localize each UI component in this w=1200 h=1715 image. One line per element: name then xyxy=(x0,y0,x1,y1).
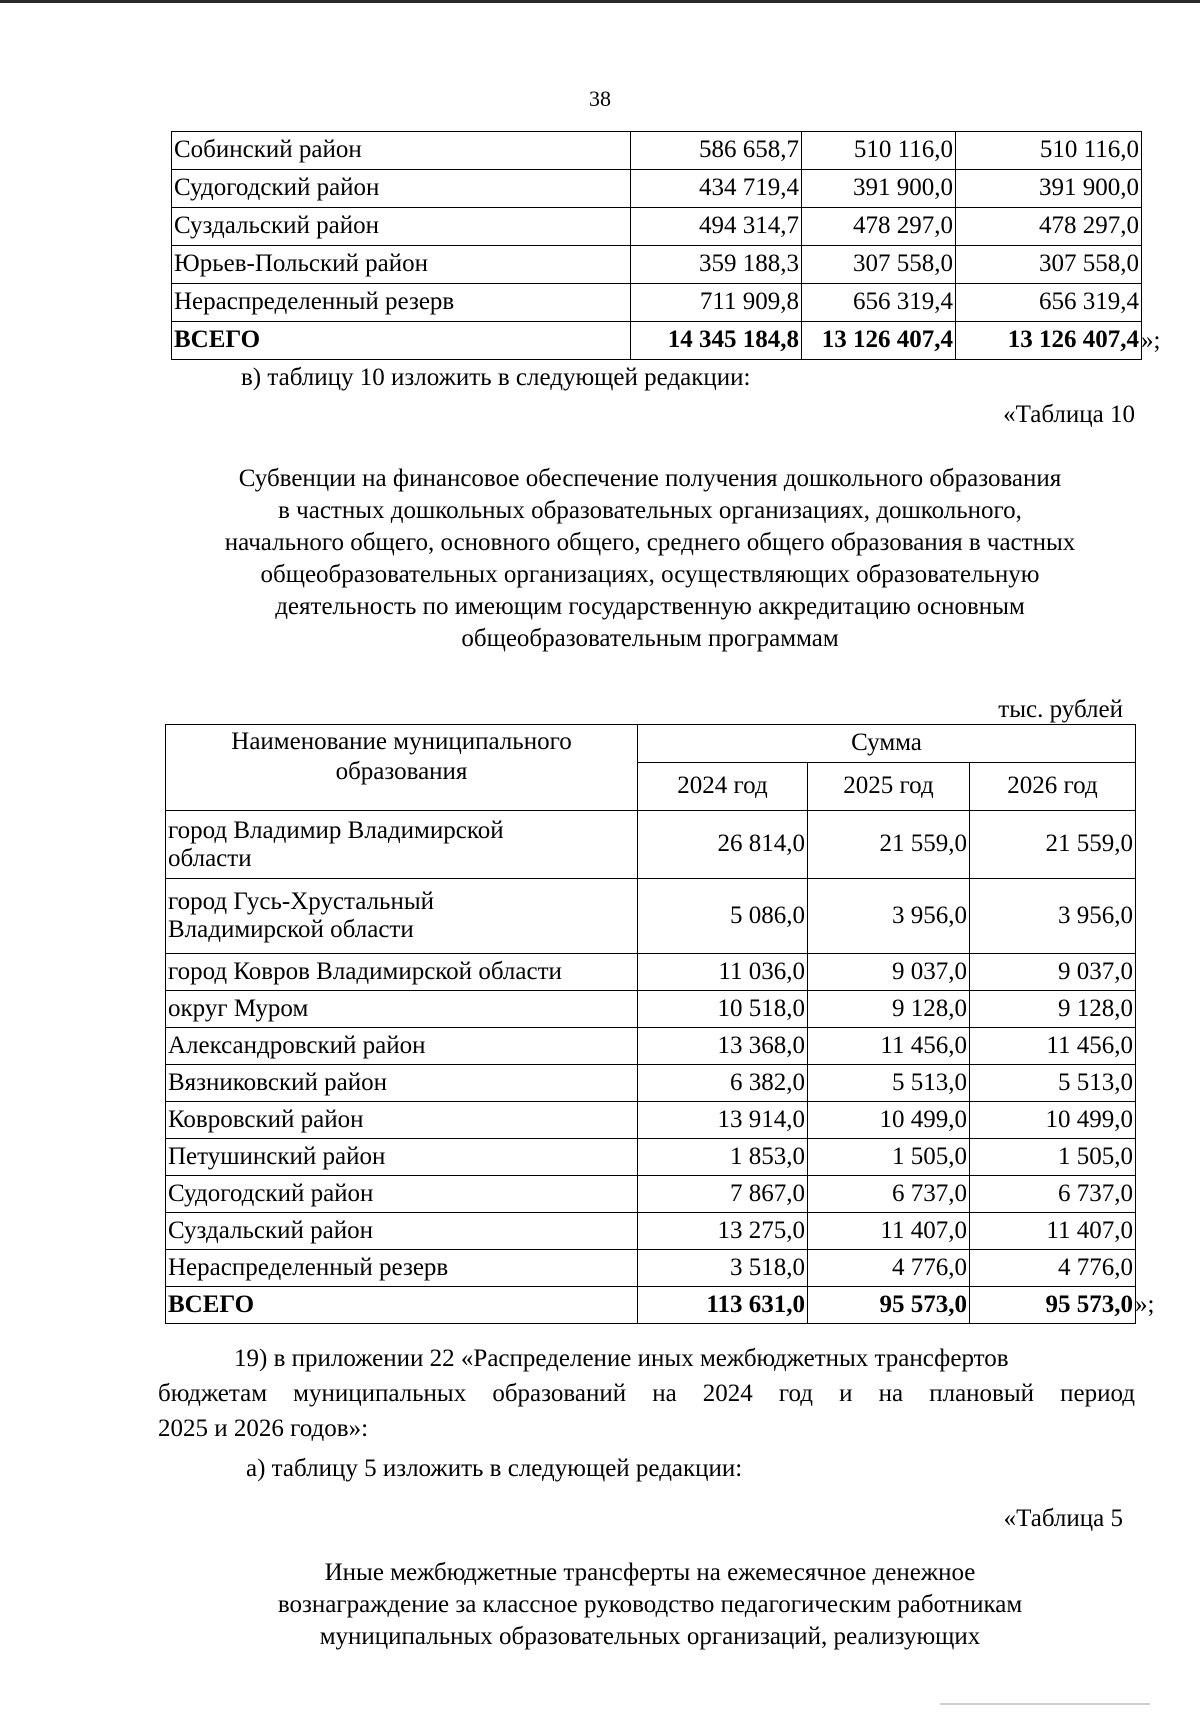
value-2024: 13 914,0 xyxy=(638,1102,808,1139)
table-row xyxy=(172,208,1142,246)
table-10-label: «Таблица 10 xyxy=(1003,401,1135,428)
municipality-name: Ковровский район xyxy=(166,1102,638,1139)
value-2026: 10 499,0 xyxy=(970,1102,1136,1139)
table-row xyxy=(166,991,1136,1028)
value-2026: 1 505,0 xyxy=(970,1139,1136,1176)
value-2026: 6 737,0 xyxy=(970,1176,1136,1213)
district-name: Судогодский район xyxy=(172,170,631,208)
value-2024: 3 518,0 xyxy=(638,1250,808,1287)
top-edge-line xyxy=(0,0,1200,3)
table-5-title-line: Иные межбюджетные трансферты на ежемесячное денежное xyxy=(324,1559,976,1586)
name-line: области xyxy=(168,844,252,872)
instruction-b: в) таблицу 10 изложить в следующей редакции: xyxy=(241,364,751,391)
table-row xyxy=(166,1139,1136,1176)
value-2024: 6 382,0 xyxy=(638,1065,808,1102)
name-line: город Гусь-Хрустальный xyxy=(168,888,435,915)
value-2026: 11 456,0 xyxy=(970,1028,1136,1065)
total-2026-cell xyxy=(970,1287,1155,1324)
table-row xyxy=(172,170,1142,208)
closing-quote: »; xyxy=(1135,1290,1155,1318)
value-2024: 10 518,0 xyxy=(638,991,808,1028)
item-19-line: 19) в приложении 22 «Распределение иных межбюджетных трансфертов xyxy=(234,1345,1009,1372)
municipality-name: Александровский район xyxy=(166,1028,638,1065)
value-2026: 4 776,0 xyxy=(970,1250,1136,1287)
value-2024: 586 658,7 xyxy=(631,132,802,170)
name-line: Владимирской области xyxy=(168,916,414,943)
header-year-2025: 2025 год xyxy=(808,763,970,811)
table-row xyxy=(166,1250,1136,1287)
value-2026: 656 319,4 xyxy=(956,284,1142,322)
municipality-name: Петушинский район xyxy=(166,1139,638,1176)
district-name: Юрьев-Польский район xyxy=(172,246,631,284)
municipality-name: Нераспределенный резерв xyxy=(166,1250,638,1287)
total-2026: 13 126 407,4 xyxy=(1007,326,1139,354)
value-2025: 21 559,0 xyxy=(808,811,970,879)
district-name: Суздальский район xyxy=(172,208,631,246)
table-row xyxy=(166,1213,1136,1250)
value-2024: 11 036,0 xyxy=(638,954,808,991)
header-year-2026: 2026 год xyxy=(970,763,1136,811)
header-municipality xyxy=(166,725,638,811)
table-row xyxy=(166,879,1136,954)
municipality-name xyxy=(166,811,638,879)
value-2026: 307 558,0 xyxy=(956,246,1142,284)
value-2025: 4 776,0 xyxy=(808,1250,970,1287)
value-2025: 3 956,0 xyxy=(808,879,970,954)
page-number: 38 xyxy=(589,86,611,111)
total-label: ВСЕГО xyxy=(166,1287,638,1324)
value-2026: 21 559,0 xyxy=(970,811,1136,879)
header-sum: Сумма xyxy=(638,725,1136,763)
value-2025: 478 297,0 xyxy=(802,208,956,246)
header-year-2024: 2024 год xyxy=(638,763,808,811)
municipality-name xyxy=(166,879,638,954)
value-2025: 391 900,0 xyxy=(802,170,956,208)
table-10-title-line: начального общего, основного общего, среднего общего образования в частных xyxy=(224,529,1076,556)
unit-label: тыс. рублей xyxy=(998,696,1123,723)
value-2025: 5 513,0 xyxy=(808,1065,970,1102)
value-2025: 1 505,0 xyxy=(808,1139,970,1176)
table-10-title-line: общеобразовательным программам xyxy=(461,625,839,652)
total-2024: 113 631,0 xyxy=(638,1287,808,1324)
value-2025: 9 037,0 xyxy=(808,954,970,991)
value-2026: 510 116,0 xyxy=(956,132,1142,170)
table-row xyxy=(172,284,1142,322)
value-2024: 26 814,0 xyxy=(638,811,808,879)
table-5-title-line: муниципальных образовательных организаций, реализующих xyxy=(319,1623,981,1650)
value-2025: 307 558,0 xyxy=(802,246,956,284)
table-header-row xyxy=(166,725,1136,763)
value-2025: 9 128,0 xyxy=(808,991,970,1028)
municipality-name: округ Муром xyxy=(166,991,638,1028)
table-total-row xyxy=(172,322,1142,360)
municipality-name: Вязниковский район xyxy=(166,1065,638,1102)
value-2026: 11 407,0 xyxy=(970,1213,1136,1250)
table-row xyxy=(172,246,1142,284)
value-2024: 13 275,0 xyxy=(638,1213,808,1250)
value-2026: 9 037,0 xyxy=(970,954,1136,991)
value-2026: 3 956,0 xyxy=(970,879,1136,954)
closing-quote: »; xyxy=(1141,326,1161,354)
value-2024: 711 909,8 xyxy=(631,284,802,322)
instruction-a: а) таблицу 5 изложить в следующей редакции: xyxy=(246,1455,743,1482)
header-name-line: образования xyxy=(335,758,468,785)
table-row xyxy=(166,954,1136,991)
value-2024: 13 368,0 xyxy=(638,1028,808,1065)
total-2026: 95 573,0 xyxy=(1045,1290,1133,1318)
municipality-name: Судогодский район xyxy=(166,1176,638,1213)
total-2025: 95 573,0 xyxy=(808,1287,970,1324)
value-2025: 10 499,0 xyxy=(808,1102,970,1139)
total-label: ВСЕГО xyxy=(172,322,631,360)
value-2026: 478 297,0 xyxy=(956,208,1142,246)
value-2024: 1 853,0 xyxy=(638,1139,808,1176)
table-5-title-line: вознаграждение за классное руководство педагогическим работникам xyxy=(277,1591,1023,1618)
header-name-line: Наименование муниципального xyxy=(231,728,572,755)
district-name: Собинский район xyxy=(172,132,631,170)
table-row xyxy=(166,811,1136,879)
total-2025: 13 126 407,4 xyxy=(802,322,956,360)
value-2025: 11 456,0 xyxy=(808,1028,970,1065)
value-2025: 510 116,0 xyxy=(802,132,956,170)
table-total-row xyxy=(166,1287,1136,1324)
table-10-title-line: в частных дошкольных образовательных организациях, дошкольного, xyxy=(278,497,1022,524)
total-2026-cell xyxy=(956,322,1161,360)
table-row xyxy=(166,1176,1136,1213)
item-19-line: 2025 и 2026 годов»: xyxy=(158,1415,369,1442)
table-row xyxy=(166,1065,1136,1102)
municipality-name: Суздальский район xyxy=(166,1213,638,1250)
table-row xyxy=(166,1102,1136,1139)
name-line: город Владимир Владимирской xyxy=(168,816,504,844)
scan-artifact xyxy=(940,1703,1150,1705)
value-2024: 359 188,3 xyxy=(631,246,802,284)
value-2026: 391 900,0 xyxy=(956,170,1142,208)
table-10-title-line: деятельность по имеющим государственную аккредитацию основным xyxy=(275,593,1025,620)
table-row xyxy=(166,1028,1136,1065)
value-2024: 5 086,0 xyxy=(638,879,808,954)
municipality-name: город Ковров Владимирской области xyxy=(166,954,638,991)
value-2024: 494 314,7 xyxy=(631,208,802,246)
table-10-title-line: общеобразовательных организациях, осуществляющих образовательную xyxy=(260,561,1040,588)
value-2026: 9 128,0 xyxy=(970,991,1136,1028)
value-2025: 6 737,0 xyxy=(808,1176,970,1213)
table-10-title-line: Субвенции на финансовое обеспечение получения дошкольного образования xyxy=(238,465,1062,492)
district-name: Нераспределенный резерв xyxy=(172,284,631,322)
table-10 xyxy=(165,724,1155,1324)
value-2025: 656 319,4 xyxy=(802,284,956,322)
value-2024: 434 719,4 xyxy=(631,170,802,208)
value-2025: 11 407,0 xyxy=(808,1213,970,1250)
value-2026: 5 513,0 xyxy=(970,1065,1136,1102)
value-2024: 7 867,0 xyxy=(638,1176,808,1213)
table-5-label: «Таблица 5 xyxy=(1003,1505,1123,1532)
table-9-tail xyxy=(171,131,1161,360)
total-2024: 14 345 184,8 xyxy=(631,322,802,360)
table-row xyxy=(172,132,1142,170)
item-19-line: бюджетам муниципальных образований на 2024 год и на плановый период xyxy=(158,1380,1135,1407)
